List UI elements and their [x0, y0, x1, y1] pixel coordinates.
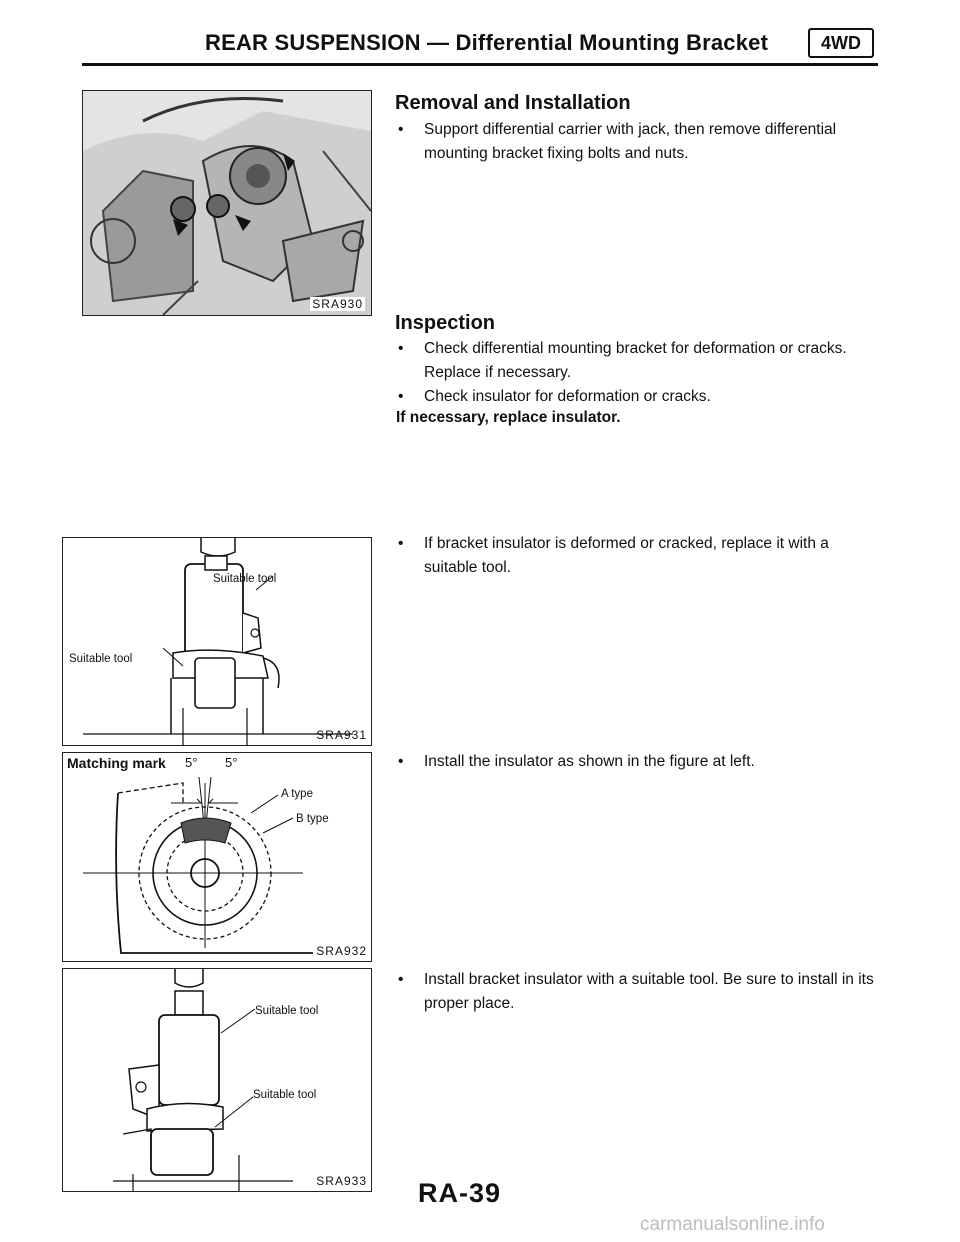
- inspection-step-2-text: Check insulator for deformation or cracks.: [424, 388, 711, 405]
- figure-code: SRA930: [312, 297, 363, 311]
- tool-label-upper: Suitable tool: [213, 573, 277, 585]
- tool-label-upper: Suitable tool: [255, 1005, 319, 1017]
- bullet-dot: •: [398, 971, 404, 988]
- inspection-note: If necessary, replace insulator.: [396, 409, 621, 426]
- inspection-step-1-text: Check differential mounting bracket for deformation or cracks. Replace if necessary.: [424, 340, 847, 381]
- removal-step-1-text: Support differential carrier with jack, then remove differential mounting bracket fixing bolts and nuts.: [424, 121, 837, 162]
- bullet-dot: •: [398, 340, 404, 357]
- remove-insulator-drawing: [63, 538, 371, 745]
- matching-mark-label: Matching mark: [67, 755, 166, 771]
- section-title-removal: Removal and Installation: [395, 92, 631, 114]
- watermark: carmanualsonline.info: [640, 1214, 825, 1235]
- figure-install-insulator: [62, 968, 372, 1192]
- model-badge: 4WD: [808, 28, 874, 58]
- figure-code: SRA931: [316, 728, 367, 742]
- bullet-dot: •: [398, 535, 404, 552]
- bullet-dot: •: [398, 121, 404, 138]
- tool-label-lower: Suitable tool: [253, 1089, 317, 1101]
- matching-mark-drawing: [63, 753, 371, 961]
- section-title-inspection: Inspection: [395, 312, 496, 334]
- figure-matching-mark: [62, 752, 372, 962]
- b-type-label: B type: [296, 813, 329, 825]
- angle-right-label: 5°: [225, 755, 238, 770]
- bullet-dot: •: [398, 753, 404, 770]
- figure-code: SRA932: [316, 944, 367, 958]
- install-insulator-drawing: [63, 969, 371, 1191]
- figure-bracket-photo: [82, 90, 372, 316]
- figure-code: SRA933: [316, 1174, 367, 1188]
- a-type-label: A type: [281, 788, 313, 800]
- install-figure-step-text: Install the insulator as shown in the figure at left.: [424, 753, 755, 770]
- angle-left-label: 5°: [185, 755, 198, 770]
- install-tool-step-text: Install bracket insulator with a suitable tool. Be sure to install in its proper place.: [424, 971, 874, 1012]
- replace-step-text: If bracket insulator is deformed or cracked, replace it with a suitable tool.: [424, 535, 829, 576]
- tool-label-left: Suitable tool: [69, 653, 133, 665]
- page-number: RA-39: [418, 1178, 502, 1208]
- bracket-photo-drawing: [83, 91, 371, 315]
- header-divider: [82, 63, 878, 66]
- bullet-dot: •: [398, 388, 404, 405]
- figure-remove-insulator: [62, 537, 372, 746]
- page-header-title: REAR SUSPENSION — Differential Mounting Bracket: [205, 30, 769, 55]
